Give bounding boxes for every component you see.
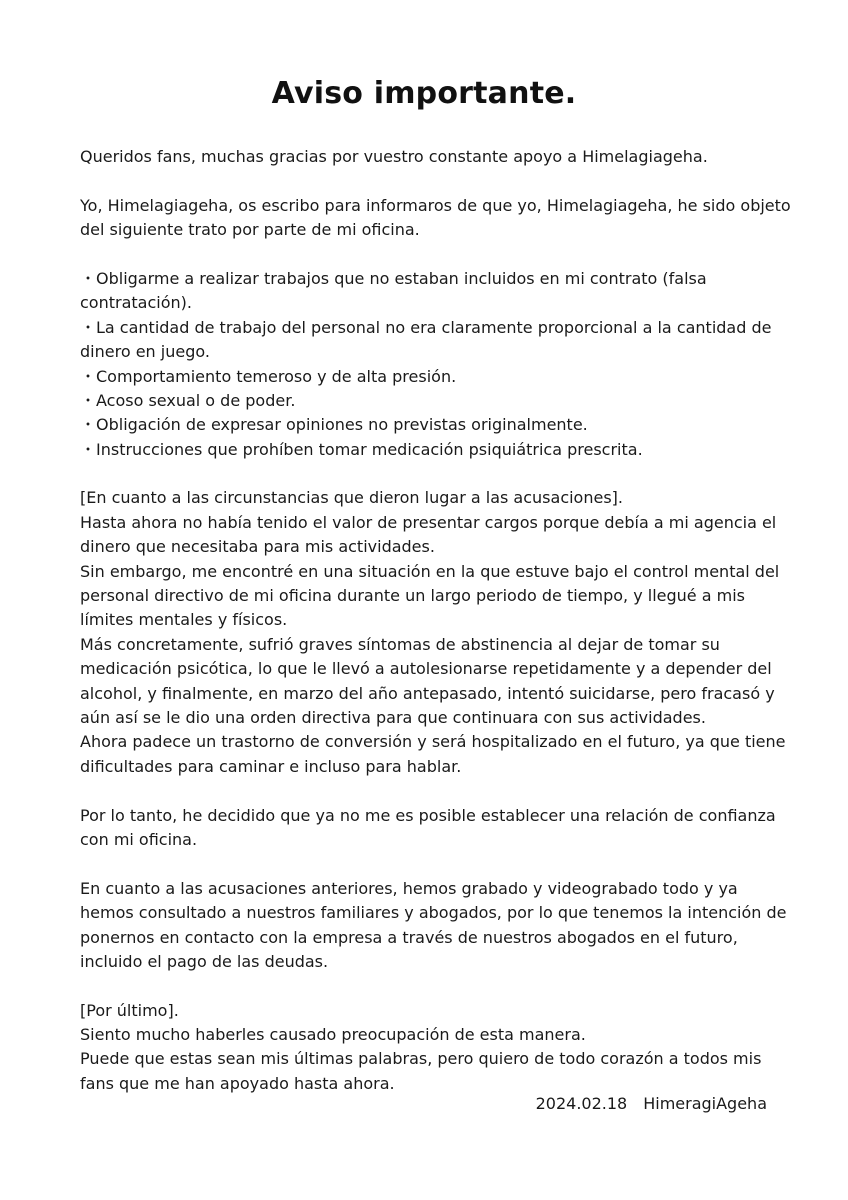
page-title: Aviso importante. bbox=[271, 76, 577, 111]
text-line: fans que me han apoyado hasta ahora. bbox=[80, 1073, 395, 1093]
paragraph-gap bbox=[80, 462, 780, 486]
text-line: dinero que necesitaba para mis actividades. bbox=[80, 537, 435, 557]
legal-paragraph bbox=[80, 877, 787, 975]
text-line: Sin embargo, me encontré en una situación en la que estuve bajo el control mental del bbox=[80, 561, 780, 581]
signature-name: HimeragiAgeha bbox=[643, 1094, 767, 1113]
text-line: En cuanto a las acusaciones anteriores, hemos grabado y videograbado todo y ya bbox=[80, 878, 738, 898]
text-line: Por lo tanto, he decidido que ya no me es posible establecer una relación de confianza bbox=[80, 805, 776, 825]
document-body bbox=[80, 145, 791, 1096]
paragraph-gap bbox=[80, 243, 780, 267]
text-line: aún así se le dio una orden directiva para que continuara con sus actividades. bbox=[80, 707, 706, 727]
text-line: Puede que estas sean mis últimas palabras, pero quiero de todo corazón a todos mis bbox=[80, 1049, 762, 1069]
bullet-item: ・Obligarme a realizar trabajos que no estaban incluidos en mi contrato (falsa bbox=[80, 268, 707, 288]
text-line: ponernos en contacto con la empresa a través de nuestros abogados en el futuro, bbox=[80, 927, 738, 947]
signature-block bbox=[536, 1092, 767, 1116]
bullet-item: ・Acoso sexual o de poder. bbox=[80, 390, 296, 410]
text-line: Hasta ahora no había tenido el valor de presentar cargos porque debía a mi agencia el bbox=[80, 512, 777, 532]
bullet-item-continuation: dinero en juego. bbox=[80, 342, 210, 362]
text-line: Yo, Himelagiageha, os escribo para informaros de que yo, Himelagiageha, he sido objeto bbox=[80, 195, 791, 215]
bullet-item-continuation: contratación). bbox=[80, 293, 192, 313]
section-heading: [En cuanto a las circunstancias que dieron lugar a las acusaciones]. bbox=[80, 488, 623, 508]
text-line: con mi oficina. bbox=[80, 829, 198, 849]
text-line: Más concretamente, sufrió graves síntomas de abstinencia al dejar de tomar su bbox=[80, 634, 720, 654]
text-line: Siento mucho haberles causado preocupación de esta manera. bbox=[80, 1025, 586, 1045]
text-line: incluido el pago de las deudas. bbox=[80, 951, 329, 971]
closing-paragraph bbox=[80, 999, 780, 1097]
bullet-list bbox=[80, 267, 780, 462]
signature-date: 2024.02.18 bbox=[535, 1094, 628, 1113]
paragraph-gap bbox=[80, 974, 780, 998]
text-line: personal directivo de mi oficina durante un largo periodo de tiempo, y llegué a mis bbox=[80, 586, 745, 606]
text-line: Ahora padece un trastorno de conversión y será hospitalizado en el futuro, ya que tiene bbox=[80, 732, 786, 752]
paragraph-gap bbox=[80, 852, 780, 876]
text-line: hemos consultado a nuestros familiares y abogados, por lo que tenemos la intención de bbox=[80, 903, 787, 923]
decision-paragraph bbox=[80, 804, 780, 853]
intro-paragraph bbox=[80, 194, 791, 243]
text-line: alcohol, y finalmente, en marzo del año antepasado, intentó suicidarse, pero fracasó y bbox=[80, 683, 775, 703]
section-heading: [Por último]. bbox=[80, 1000, 179, 1020]
text-line: límites mentales y físicos. bbox=[80, 610, 288, 630]
circumstances-paragraph bbox=[80, 486, 786, 779]
text-line: medicación psicótica, lo que le llevó a autolesionarse repetidamente y a depender del bbox=[80, 659, 772, 679]
paragraph-gap bbox=[80, 779, 780, 803]
text-line: dificultades para caminar e incluso para hablar. bbox=[80, 756, 462, 776]
greeting-line: Queridos fans, muchas gracias por vuestro constante apoyo a Himelagiageha. bbox=[80, 147, 708, 166]
bullet-item: ・Instrucciones que prohíben tomar medicación psiquiátrica prescrita. bbox=[80, 439, 643, 459]
bullet-item: ・La cantidad de trabajo del personal no era claramente proporcional a la cantidad de bbox=[80, 317, 772, 337]
bullet-item: ・Obligación de expresar opiniones no previstas originalmente. bbox=[80, 415, 588, 435]
paragraph-gap bbox=[80, 169, 780, 193]
text-line: del siguiente trato por parte de mi oficina. bbox=[80, 220, 420, 240]
bullet-item: ・Comportamiento temeroso y de alta presión. bbox=[80, 366, 457, 386]
